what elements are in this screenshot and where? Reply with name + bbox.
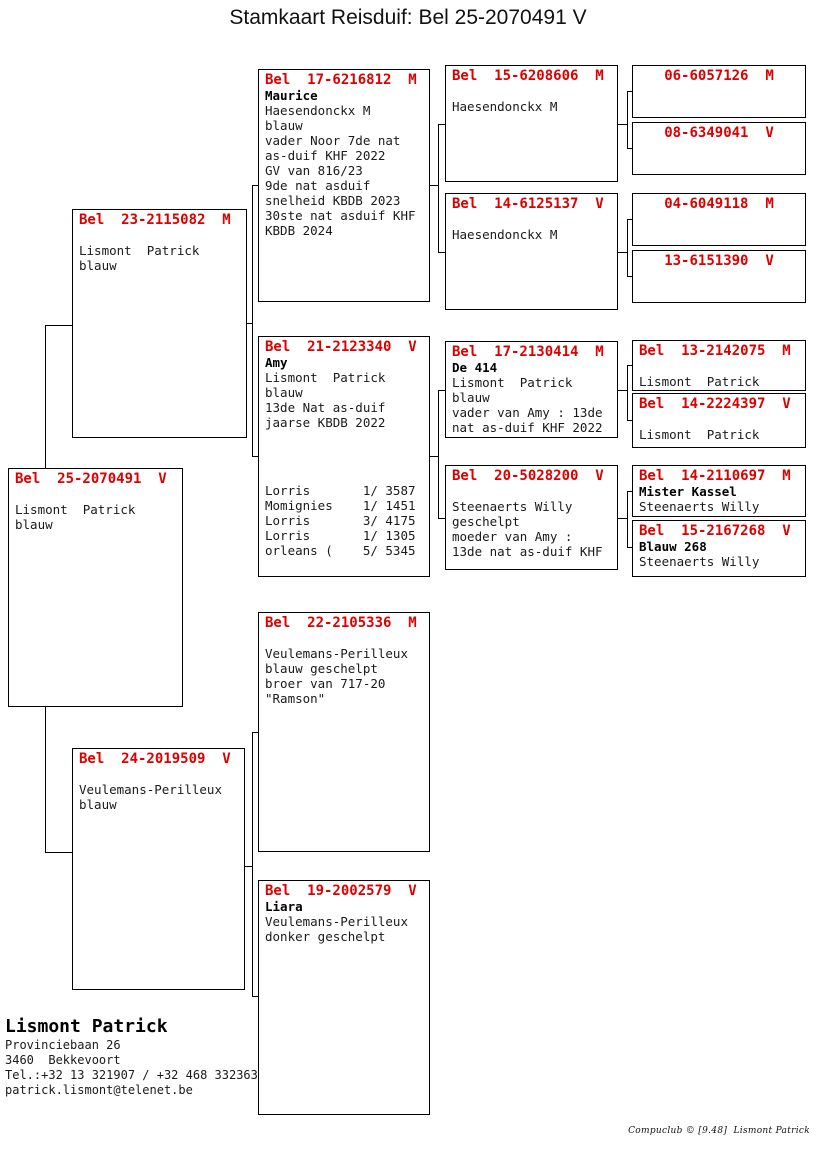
text-line: Lismont Patrick — [639, 374, 760, 389]
pedigree-box-subject — [8, 468, 183, 707]
text-line: Steenaerts Willy — [639, 499, 760, 514]
pigeon-name — [265, 631, 423, 646]
text-line: Haesendonckx M — [265, 103, 371, 118]
pigeon-name — [639, 359, 799, 374]
pedigree-box-sd-dam — [445, 465, 618, 570]
connector-line — [627, 547, 632, 548]
connector-line — [252, 732, 253, 996]
pigeon-name — [79, 767, 238, 782]
text-line: "Ramson" — [265, 691, 326, 706]
connector-line — [438, 252, 445, 253]
text-line: orleans ( 5/ 5345 — [265, 543, 416, 558]
ring-number: 13-6151390 V — [664, 253, 774, 269]
text-line: Momignies 1/ 1451 — [265, 498, 416, 513]
pigeon-name: Liara — [265, 899, 303, 914]
ring-number: Bel 22-2105336 M — [265, 615, 417, 631]
software-credit: Compuclub © [9.48] Lismont Patrick — [628, 1126, 810, 1136]
connector-line — [627, 91, 632, 92]
box-lines — [452, 227, 611, 242]
box-lines — [639, 554, 799, 569]
text-line: blauw — [265, 385, 303, 400]
text-line: Haesendonckx M — [452, 99, 558, 114]
box-lines — [265, 103, 423, 238]
box-lines — [79, 243, 240, 273]
owner-contact-block — [5, 1016, 258, 1098]
text-line: donker geschelpt — [265, 929, 386, 944]
text-line: Lismont Patrick — [265, 370, 386, 385]
text-line: Lismont Patrick — [452, 375, 573, 390]
text-line: blauw — [265, 118, 303, 133]
text-line: blauw geschelpt — [265, 661, 378, 676]
ring-number: Bel 15-6208606 M — [452, 68, 604, 84]
pigeon-name — [639, 412, 799, 427]
text-line: Haesendonckx M — [452, 227, 558, 242]
connector-line — [430, 185, 438, 186]
connector-line — [627, 276, 632, 277]
text-line: Steenaerts Willy — [452, 499, 573, 514]
pedigree-box-sdd-sire — [632, 465, 806, 517]
connector-line — [252, 996, 258, 997]
pigeon-name: Mister Kassel — [639, 484, 737, 499]
text-line: Lismont Patrick — [639, 427, 760, 442]
connector-line — [252, 732, 258, 733]
text-line: Steenaerts Willy — [639, 554, 760, 569]
box-lines — [452, 499, 611, 559]
connector-line — [438, 518, 445, 519]
pedigree-box-sss-dam — [632, 122, 806, 175]
connector-line — [45, 325, 72, 326]
text-line: Lorris 1/ 3587 — [265, 483, 416, 498]
pigeon-name: Maurice — [265, 88, 318, 103]
ring-number: Bel 13-2142075 M — [639, 343, 791, 359]
ring-number: Bel 24-2019509 V — [79, 751, 231, 767]
text-line: as-duif KHF 2022 — [265, 148, 386, 163]
connector-line — [627, 365, 628, 421]
text-line: blauw — [79, 258, 117, 273]
text-line: 3460 Bekkevoort — [5, 1053, 121, 1067]
connector-line — [45, 325, 46, 469]
text-line: broer van 717-20 — [265, 676, 386, 691]
pigeon-name — [452, 84, 611, 99]
text-line: geschelpt — [452, 514, 520, 529]
owner-name: Lismont Patrick — [5, 1016, 168, 1037]
box-lines — [639, 374, 799, 389]
text-line: Lismont Patrick — [15, 502, 136, 517]
ring-number: Bel 17-2130414 M — [452, 344, 604, 360]
text-line: KBDB 2024 — [265, 223, 333, 238]
text-line: Tel.:+32 13 321907 / +32 468 332363 — [5, 1068, 258, 1082]
pigeon-name: De 414 — [452, 360, 498, 375]
text-line: vader van Amy : 13de — [452, 405, 603, 420]
pedigree-box-dam — [72, 748, 245, 990]
connector-line — [627, 491, 628, 548]
text-line: 30ste nat asduif KHF — [265, 208, 416, 223]
connector-line — [45, 707, 46, 853]
box-lines — [15, 502, 176, 532]
ring-number: Bel 23-2115082 M — [79, 212, 231, 228]
pedigree-box-sire — [72, 209, 247, 438]
connector-line — [618, 252, 627, 253]
connector-line — [618, 518, 627, 519]
connector-line — [627, 219, 628, 277]
connector-line — [627, 420, 632, 421]
pigeon-name — [452, 484, 611, 499]
text-line: blauw — [452, 390, 490, 405]
pedigree-box-sss-sire — [632, 65, 806, 118]
ring-number: Bel 25-2070491 V — [15, 471, 167, 487]
text-line: nat as-duif KHF 2022 — [452, 420, 603, 435]
box-lines — [452, 375, 611, 435]
text-line: GV van 816/23 — [265, 163, 363, 178]
box-lines — [265, 370, 423, 430]
connector-line — [627, 91, 628, 149]
text-line: snelheid KBDB 2023 — [265, 193, 401, 208]
pigeon-name: Amy — [265, 355, 288, 370]
box-lines — [639, 427, 799, 442]
ring-number: 08-6349041 V — [664, 125, 774, 141]
text-line: Veulemans-Perilleux — [265, 914, 408, 929]
text-line: vader Noor 7de nat — [265, 133, 401, 148]
pedigree-box-ss-dam — [445, 193, 618, 310]
connector-line — [438, 124, 445, 125]
connector-line — [627, 219, 632, 220]
pedigree-box-dam-dam — [258, 880, 430, 1115]
text-line: 9de nat asduif — [265, 178, 371, 193]
pedigree-box-sdd-dam — [632, 520, 806, 577]
text-line: Lorris 3/ 4175 — [265, 513, 416, 528]
text-line: 13de nat as-duif KHF — [452, 544, 603, 559]
pedigree-box-sire-dam — [258, 336, 430, 577]
text-line: blauw — [79, 797, 117, 812]
connector-line — [245, 866, 252, 867]
box-lines — [639, 499, 799, 514]
ring-number: Bel 14-2224397 V — [639, 396, 791, 412]
pigeon-name — [15, 487, 176, 502]
ring-number: Bel 17-6216812 M — [265, 72, 417, 88]
pedigree-box-sd-sire — [445, 341, 618, 438]
connector-line — [438, 124, 439, 253]
text-line: Veulemans-Perilleux — [265, 646, 408, 661]
pedigree-box-sire-sire — [258, 69, 430, 302]
connector-line — [627, 491, 632, 492]
connector-line — [438, 390, 445, 391]
text-line: Provinciebaan 26 — [5, 1038, 121, 1052]
pigeon-name: Blauw 268 — [639, 539, 707, 554]
text-line: patrick.lismont@telenet.be — [5, 1083, 193, 1097]
pedigree-box-sds-dam — [632, 393, 806, 448]
connector-line — [252, 456, 258, 457]
pedigree-box-ss-sire — [445, 65, 618, 182]
connector-line — [627, 365, 632, 366]
connector-line — [45, 852, 72, 853]
text-line: jaarse KBDB 2022 — [265, 415, 386, 430]
connector-line — [252, 185, 258, 186]
box-lines — [265, 914, 423, 944]
ring-number: Bel 21-2123340 V — [265, 339, 417, 355]
ring-number: Bel 15-2167268 V — [639, 523, 791, 539]
ring-number: Bel 20-5028200 V — [452, 468, 604, 484]
ring-number: 04-6049118 M — [664, 196, 774, 212]
text-line: Lorris 1/ 1305 — [265, 528, 416, 543]
text-line: Veulemans-Perilleux — [79, 782, 222, 797]
connector-line — [618, 124, 627, 125]
connector-line — [618, 390, 627, 391]
connector-line — [430, 456, 438, 457]
pedigree-box-dam-sire — [258, 612, 430, 852]
ring-number: Bel 19-2002579 V — [265, 883, 417, 899]
pedigree-box-ssd-sire — [632, 193, 806, 246]
pigeon-name — [79, 228, 240, 243]
race-results — [265, 483, 423, 558]
text-line: Lismont Patrick — [79, 243, 200, 258]
owner-address-lines — [5, 1038, 258, 1098]
page-title: Stamkaart Reisduif: Bel 25-2070491 V — [229, 6, 587, 29]
pigeon-name — [452, 212, 611, 227]
connector-line — [252, 185, 253, 456]
connector-line — [627, 148, 632, 149]
ring-number: Bel 14-2110697 M — [639, 468, 791, 484]
box-lines — [452, 99, 611, 114]
ring-number: 06-6057126 M — [664, 68, 774, 84]
text-line: 13de Nat as-duif — [265, 400, 386, 415]
ring-number: Bel 14-6125137 V — [452, 196, 604, 212]
box-lines — [79, 782, 238, 812]
pedigree-box-ssd-dam — [632, 250, 806, 303]
text-line: moeder van Amy : — [452, 529, 573, 544]
box-lines — [265, 646, 423, 706]
pedigree-box-sds-sire — [632, 340, 806, 391]
connector-line — [438, 390, 439, 519]
text-line: blauw — [15, 517, 53, 532]
